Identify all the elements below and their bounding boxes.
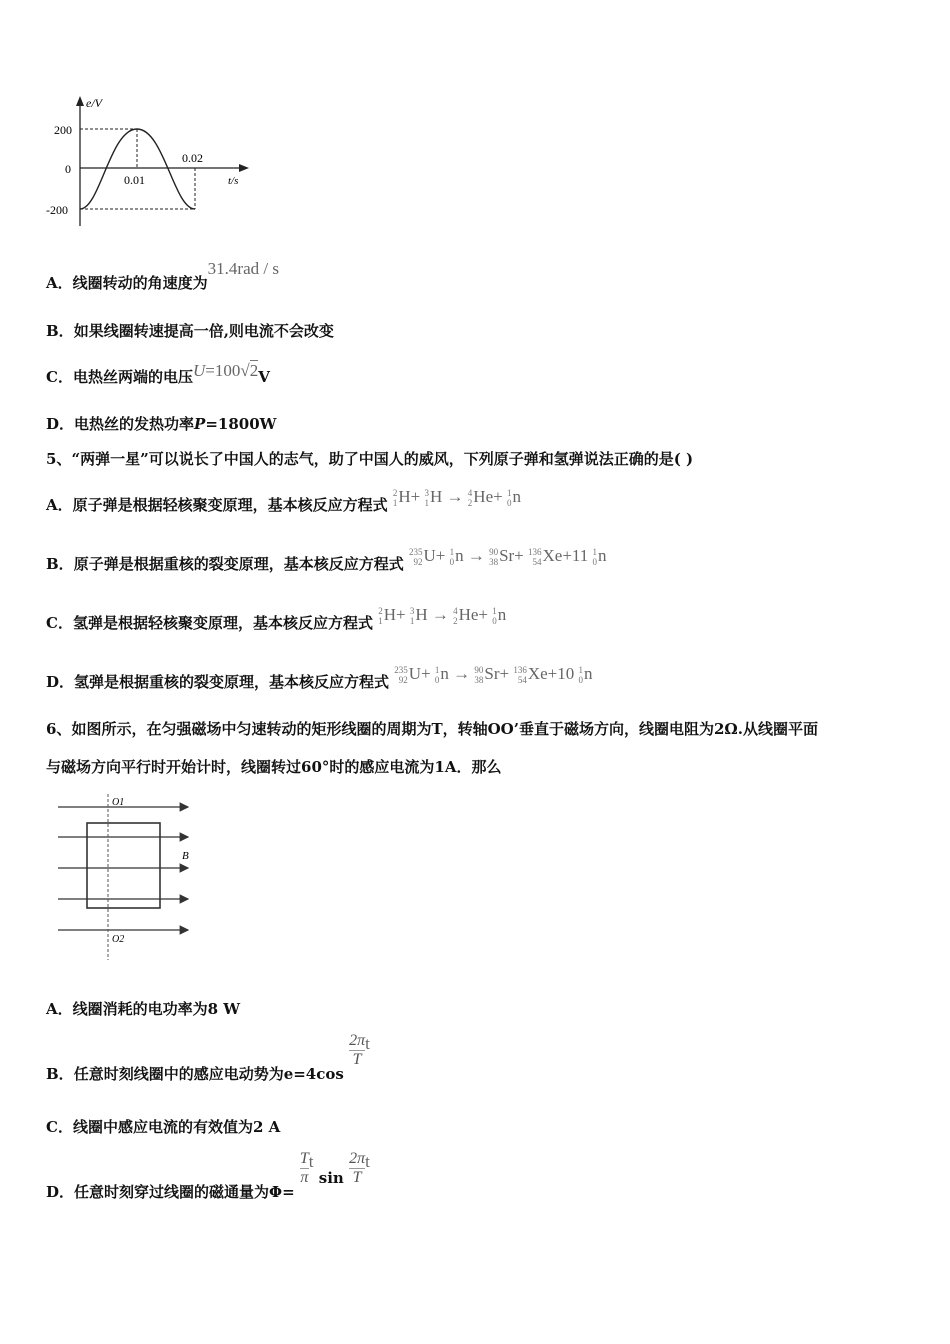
x-tick-002: 0.02 [182, 151, 203, 165]
y-tick-neg200: -200 [46, 203, 68, 217]
equation-c: 2 1 H+ 3 1 H → 4 2 He+ 1 0 n [378, 605, 507, 627]
q6-stem-line1: 6、如图所示，在匀强磁场中匀速转动的矩形线圈的周期为T，转轴OO’垂直于磁场方向，线圈电阻为2Ω.从线圈平面 [46, 720, 818, 738]
q6-option-c[interactable]: C．线圈中感应电流的有效值为2 A [46, 1118, 281, 1136]
q6-stem-line2: 与磁场方向平行时开始计时，线圈转过60°时的感应电流为1A．那么 [46, 758, 502, 776]
y-tick-200: 200 [54, 123, 72, 137]
axis-label-top: O1 [112, 797, 125, 808]
emf-time-graph [40, 92, 260, 237]
q4-option-a[interactable]: A．线圈转动的角速度为31.4rad / s [46, 259, 279, 292]
equation-b: 235 92 U+ 1 0 n → 90 38 Sr+ 136 54 Xe+11 1 0 n [408, 546, 607, 568]
x-axis-label: t/s [228, 175, 239, 187]
q6-option-b[interactable]: B．任意时刻线圈中的感应电动势为e=4cos $\frac{2\pi}{T}$ t [46, 1032, 370, 1083]
fraction-2pi-over-t-2: $\frac{2\pi}{T}$ [349, 1150, 366, 1186]
equation-d: 235 92 U+ 1 0 n → 90 38 Sr+ 136 54 Xe+10 1 0 n [394, 664, 593, 686]
q5-option-a[interactable]: A．原子弹是根据轻核聚变原理，基本核反应方程式 2 1 H+ 3 1 H → 4 2 He+ 1 0 n [46, 487, 521, 514]
equation-a: 2 1 H+ 3 1 H → 4 2 He+ 1 0 n [392, 487, 521, 509]
fraction-2pi-over-t: $\frac{2\pi}{T}$ [349, 1032, 366, 1068]
q6-option-d[interactable]: D．任意时刻穿过线圈的磁通量为Φ= $\frac{T}{\pi}$ t sin $\frac{2\pi}{T}$ t [46, 1150, 370, 1201]
field-label: B [182, 850, 189, 862]
rectangular-coil [87, 823, 160, 908]
fraction-t-over-pi: $\frac{T}{\pi}$ [299, 1150, 309, 1186]
q4-option-b[interactable]: B．如果线圈转速提高一倍,则电流不会改变 [46, 322, 334, 340]
y-tick-0: 0 [65, 162, 71, 176]
q5-stem: 5、“两弹一星”可以说长了中国人的志气，助了中国人的威风，下列原子弹和氢弹说法正确的是( ) [46, 450, 694, 468]
q5-option-d[interactable]: D．氢弹是根据重核的裂变原理，基本核反应方程式 235 92 U+ 1 0 n → 90 38 Sr+ 136 54 Xe+10 1 0 n [46, 664, 593, 691]
q5-option-c[interactable]: C．氢弹是根据轻核聚变原理，基本核反应方程式 2 1 H+ 3 1 H → 4 2 He+ 1 0 n [46, 605, 507, 632]
q4-option-c[interactable]: C．电热丝两端的电压U=100√2V [46, 361, 270, 386]
q4-option-d[interactable]: D．电热丝的发热功率P=1800W [46, 415, 277, 433]
axis-label-bottom: O2 [112, 934, 125, 945]
q5-option-b[interactable]: B．原子弹是根据重核的裂变原理，基本核反应方程式 235 92 U+ 1 0 n → 90 38 Sr+ 136 54 Xe+11 1 0 n [46, 546, 607, 573]
y-axis-label: e/V [86, 96, 102, 110]
x-tick-001: 0.01 [124, 173, 145, 187]
coil-field-figure [52, 792, 202, 962]
q6-option-a[interactable]: A．线圈消耗的电功率为8 W [46, 1000, 241, 1018]
